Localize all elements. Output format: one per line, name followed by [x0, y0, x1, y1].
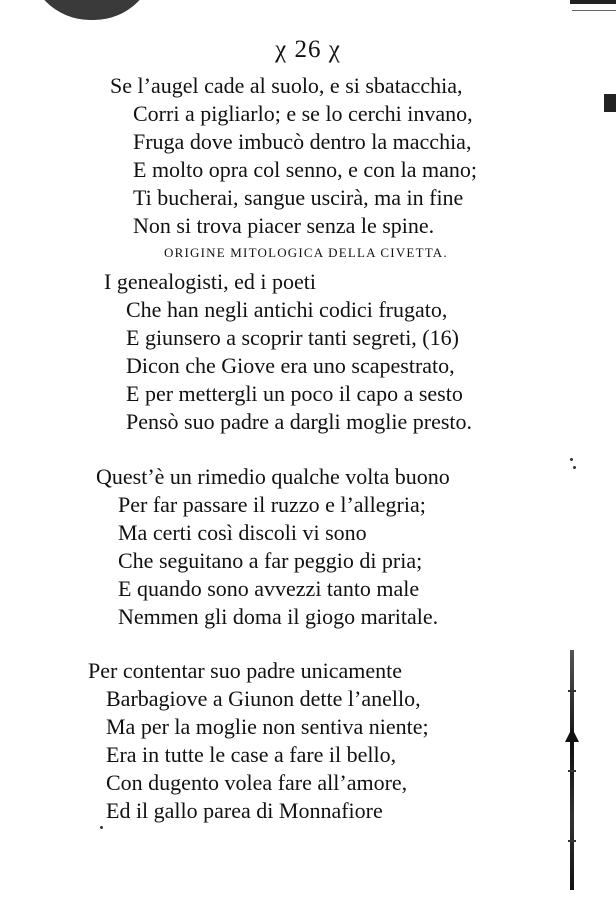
verse-line: Nemmen gli doma il giogo maritale.	[118, 604, 439, 629]
verse-line: Ma per la moglie non sentiva niente;	[106, 714, 429, 739]
ink-blot	[28, 0, 156, 20]
speck	[573, 466, 576, 469]
verse-line: Quest’è un rimedio qualche volta buono	[96, 464, 450, 489]
adjacent-page-rule	[570, 0, 616, 4]
binding-edge-arrow	[565, 728, 579, 742]
verse-line: Che seguitano a far peggio di pria;	[118, 548, 423, 573]
verse-line: Ma certi così discoli vi sono	[118, 520, 367, 545]
verse-line: Pensò suo padre a dargli moglie presto.	[126, 409, 473, 434]
verse-line: Ti bucherai, sangue uscirà, ma in fine	[133, 185, 464, 210]
verse-line: E per mettergli un poco il capo a sesto	[126, 381, 463, 406]
binding-edge-tick	[568, 770, 576, 772]
verse-line: Barbagiove a Giunon dette l’anello,	[106, 686, 421, 711]
adjacent-page-rule-thin	[572, 10, 616, 11]
verse-line: Se l’augel cade al suolo, e si sbatacchia,	[110, 73, 463, 98]
binding-edge-tick	[568, 840, 576, 842]
verse-line: Corri a pigliarlo; e se lo cerchi invano,	[133, 101, 473, 126]
verse-line: E quando sono avvezzi tanto male	[118, 576, 420, 601]
verse-line: E molto opra col senno, e con la mano;	[133, 157, 477, 182]
speck	[100, 826, 103, 829]
verse-line: I genealogisti, ed i poeti	[104, 269, 316, 294]
verse-line: Che han negli antichi codici frugato,	[126, 297, 448, 322]
verse-line: E giunsero a scoprir tanti segreti, (16)	[126, 325, 459, 350]
binding-edge-tick	[568, 690, 576, 692]
verse-line: Per contentar suo padre unicamente	[88, 658, 402, 683]
verse-line: Con dugento volea fare all’amore,	[106, 770, 408, 795]
verse-line: Per far passare il ruzzo e l’allegria;	[118, 492, 426, 517]
verse-line: Non si trova piacer senza le spine.	[133, 213, 435, 238]
verse-line: Era in tutte le case a fare il bello,	[106, 742, 397, 767]
verse-line: Dicon che Giove era uno scapestrato,	[126, 353, 455, 378]
adjacent-page-letter-fragment	[604, 94, 616, 112]
verse-line: Fruga dove imbucò dentro la macchia,	[133, 129, 472, 154]
section-heading: ORIGINE MITOLOGICA DELLA CIVETTA.	[164, 245, 448, 260]
speck	[570, 458, 573, 461]
verse-line: Ed il gallo parea di Monnafiore	[106, 798, 383, 823]
page-number: χ 26 χ	[275, 36, 341, 63]
